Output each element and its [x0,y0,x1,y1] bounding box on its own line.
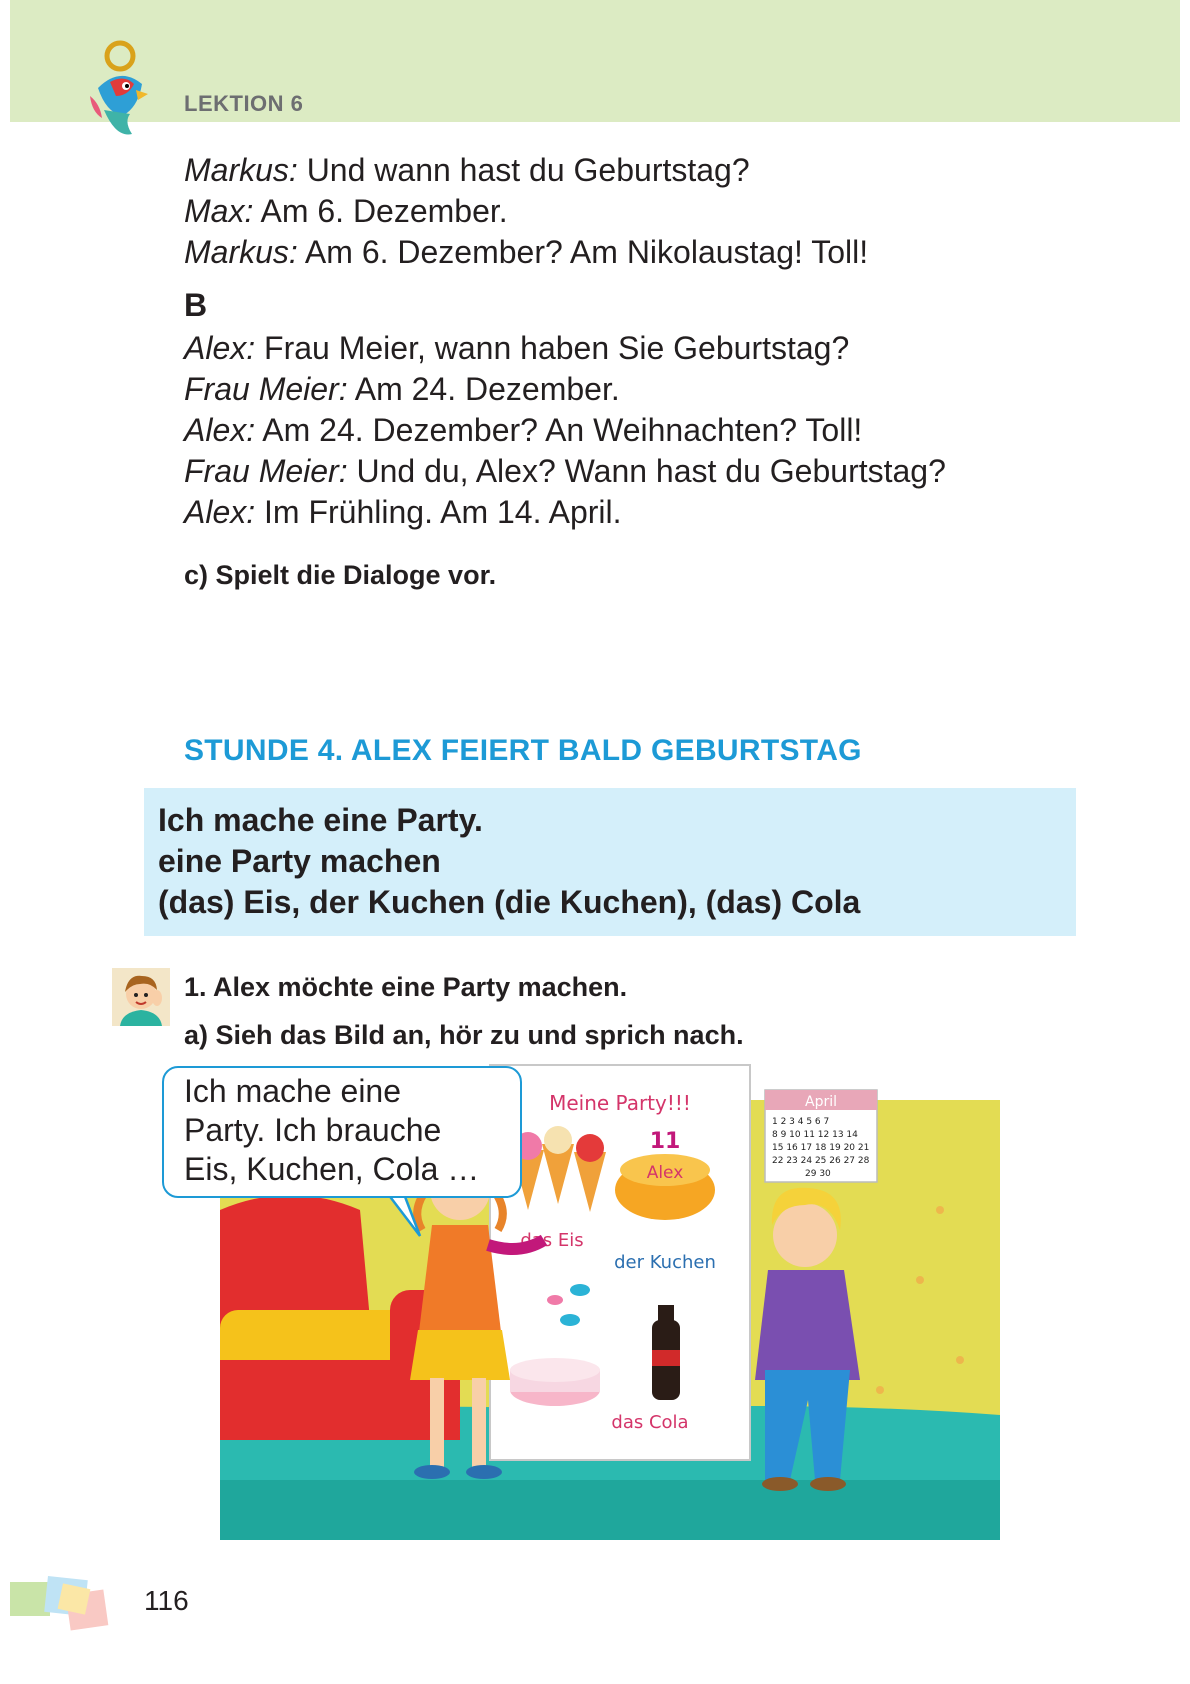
calendar-row: 1 2 3 4 5 6 7 [772,1117,830,1127]
dialog-b [184,328,946,533]
vocab-line: (das) Eis, der Kuchen (die Kuchen), (das) Cola [158,884,861,920]
dialog-text: Am 6. Dezember. [253,193,508,229]
dialog-line [184,492,946,533]
lesson-label: LEKTION 6 [184,91,304,116]
dialog-line [184,369,946,410]
eis-label: das Eis [520,1230,584,1251]
cake-number: 11 [649,1129,681,1154]
speaker-name: Alex: [184,412,256,448]
bubble-line: Ich mache eine [184,1073,402,1109]
parrot-mascot-icon [80,38,162,148]
task-c-instruction: c) Spielt die Dialoge vor. [184,560,497,590]
task-1a-instruction: a) Sieh das Bild an, hör zu und sprich nach. [184,1020,744,1050]
calendar-row: 29 30 [805,1169,831,1179]
vocab-box [144,788,1076,936]
section-b-label: B [184,287,208,323]
calendar-row: 8 9 10 11 12 13 14 [772,1130,858,1140]
dialog-text: Und wann hast du Geburtstag? [297,152,750,188]
dialog-text: Am 24. Dezember? An Weihnachten? Toll! [255,412,863,448]
dialog-text: Frau Meier, wann haben Sie Geburtstag? [255,330,850,366]
vocab-line: Ich mache eine Party. [158,802,483,838]
calendar-row: 22 23 24 25 26 27 28 [772,1156,870,1166]
cola-label: das Cola [611,1412,689,1433]
cake-name: Alex [646,1163,684,1183]
speaker-name: Alex: [184,494,256,530]
speaker-name: Frau Meier: [184,453,348,489]
listen-boy-icon [112,968,170,1026]
vocab-line: eine Party machen [158,843,441,879]
calendar-row: 15 16 17 18 19 20 21 [772,1143,870,1153]
speaker-name: Markus: [184,152,298,188]
page-number: 116 [144,1585,189,1616]
dialog-line [184,191,868,232]
speaker-name: Markus: [184,234,298,270]
corner-decoration-icon [10,1574,150,1654]
bubble-line: Party. Ich brauche [184,1112,442,1148]
speaker-name: Alex: [184,330,256,366]
dialog-line [184,150,868,191]
poster-title: Meine Party!!! [549,1091,691,1115]
dialog-a [184,150,868,273]
dialog-text: Und du, Alex? Wann hast du Geburtstag? [347,453,946,489]
dialog-text: Am 24. Dezember. [347,371,620,407]
speaker-name: Max: [184,193,254,229]
dialog-text: Am 6. Dezember? Am Nikolaustag! Toll! [297,234,869,270]
task-1-heading: 1. Alex möchte eine Party machen. [184,972,628,1002]
dialog-line [184,410,946,451]
calendar-month: April [805,1094,837,1110]
kuchen-label: der Kuchen [614,1252,716,1273]
dialog-line [184,232,868,273]
dialog-text: Im Frühling. Am 14. April. [255,494,622,530]
lesson-title: STUNDE 4. ALEX FEIERT BALD GEBURTSTAG [184,734,862,767]
dialog-line [184,328,946,369]
speaker-name: Frau Meier: [184,371,348,407]
bubble-line: Eis, Kuchen, Cola … [184,1151,480,1187]
dialog-line [184,451,946,492]
speech-bubble-text [184,1072,524,1189]
